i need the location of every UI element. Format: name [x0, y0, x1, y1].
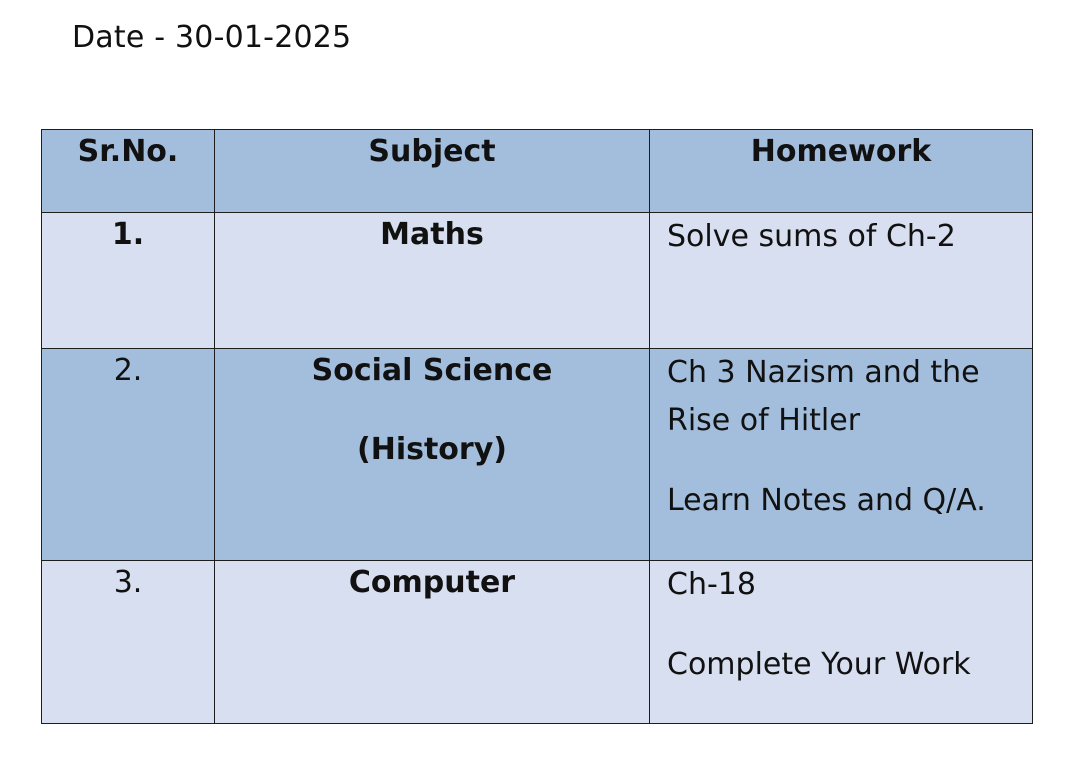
table-row: [42, 561, 1033, 724]
subject-cell: [215, 213, 650, 349]
homework-text: [650, 213, 1032, 261]
header-subject-label: Subject: [368, 134, 496, 169]
header-sr-no-label: Sr.No.: [77, 134, 179, 169]
sr-no-value: 1.: [111, 217, 145, 252]
subject-name: Computer: [348, 565, 516, 600]
header-homework: [650, 130, 1033, 213]
homework-table: [41, 129, 1033, 724]
homework-extra: Learn Notes and Q/A.: [667, 483, 986, 518]
header-sr-no: [42, 130, 215, 213]
subject-name: Social Science: [311, 353, 553, 388]
line-spacer: [667, 445, 1024, 477]
homework-line: Solve sums of Ch-2: [667, 219, 956, 254]
homework-cell: [650, 349, 1033, 561]
subject-subtitle: (History): [357, 432, 507, 467]
line-spacer: [667, 609, 1024, 641]
table-row: [42, 213, 1033, 349]
sr-no-cell: [42, 349, 215, 561]
subject-cell: [215, 349, 650, 561]
subject-cell: [215, 561, 650, 724]
subject-name: Maths: [380, 217, 484, 252]
homework-cell: [650, 213, 1033, 349]
table-header-row: [42, 130, 1033, 213]
homework-line: Rise of Hitler: [667, 403, 861, 438]
sr-no-value: 3.: [113, 565, 143, 600]
sr-no-cell: [42, 213, 215, 349]
homework-line: Ch 3 Nazism and the: [667, 355, 980, 390]
header-homework-label: Homework: [750, 134, 932, 169]
subject-block: [215, 349, 649, 470]
homework-line: Ch-18: [667, 567, 756, 602]
sr-no-cell: [42, 561, 215, 724]
header-subject: [215, 130, 650, 213]
table-row: [42, 349, 1033, 561]
homework-cell: [650, 561, 1033, 724]
homework-text: [650, 561, 1032, 689]
homework-text: [650, 349, 1032, 525]
sr-no-value: 2.: [113, 353, 143, 388]
homework-extra: Complete Your Work: [667, 647, 971, 682]
date-line: Date - 30-01-2025: [72, 20, 352, 55]
